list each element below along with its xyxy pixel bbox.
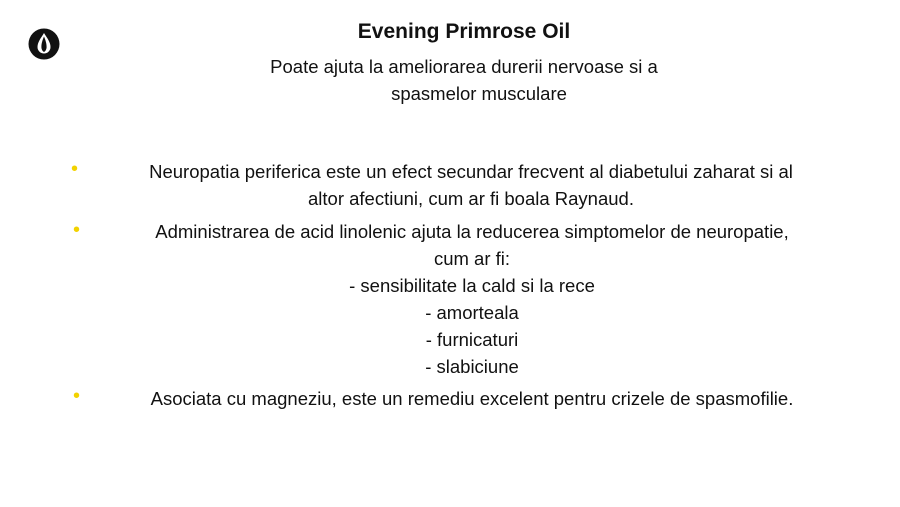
bullet-sub-line: - sensibilitate la cald si la rece [349,275,595,296]
bullet-line: altor afectiuni, cum ar fi boala Raynaud. [308,188,634,209]
bullet-line: Neuropatia periferica este un efect secundar frecvent al diabetului zaharat si al [149,161,793,182]
subtitle-line: spasmelor musculare [391,83,567,104]
bullet-dot-icon [71,156,78,183]
bullet-text [78,385,866,412]
bullet-dot-icon [73,383,80,410]
bullet-line: Administrarea de acid linolenic ajuta la reducerea simptomelor de neuropatie, [155,221,789,242]
subtitle-line: Poate ajuta la ameliorarea durerii nervoase si a [270,56,658,77]
slide-subtitle [0,53,900,107]
bullet-text [76,158,866,212]
bullet-sub-line: - slabiciune [425,356,519,377]
bullet-sub-line: - furnicaturi [425,329,519,350]
slide-title: Evening Primrose Oil [357,20,571,43]
bullet-line: Asociata cu magneziu, este un remediu excelent pentru crizele de spasmofilie. [150,388,794,409]
bullet-item [76,158,866,212]
bullet-sub-line: - amorteala [425,302,519,323]
bullet-dot-icon [73,217,80,244]
bullet-list [60,158,866,412]
bullet-line: cum ar fi: [433,248,511,269]
bullet-text [78,218,866,380]
bullet-item [78,218,866,380]
bullet-item [78,385,866,412]
